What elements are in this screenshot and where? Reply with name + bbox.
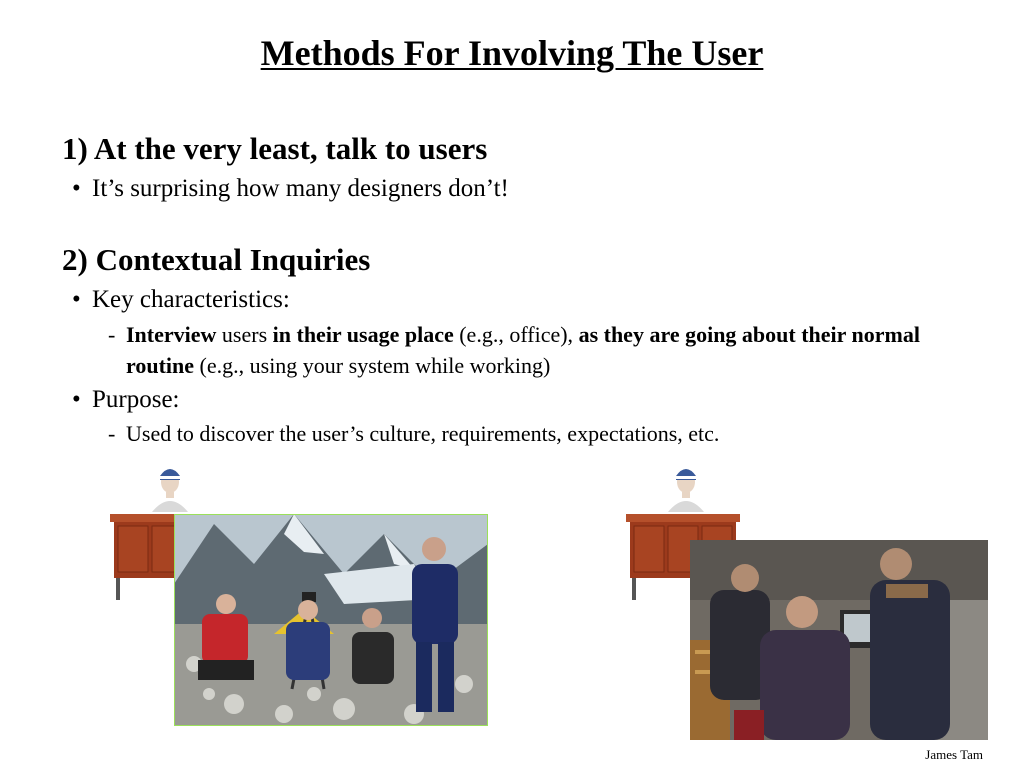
expedition-team-photo bbox=[174, 514, 488, 726]
purpose-text: Used to discover the user’s culture, requirements, expectations, etc. bbox=[126, 421, 720, 446]
interview-text: Interview bbox=[126, 322, 217, 347]
system-example-text: (e.g., using your system while working) bbox=[194, 353, 551, 378]
bullet-text: It’s surprising how many designers don’t! bbox=[92, 175, 509, 202]
slide-title: Methods For Involving The User bbox=[260, 33, 764, 73]
bullet-dot-icon: • bbox=[72, 386, 81, 413]
bullet-designers bbox=[72, 175, 509, 203]
usage-place-text: in their usage place bbox=[272, 322, 454, 347]
bullet-dot-icon: • bbox=[72, 175, 81, 202]
section-heading-contextual-inquiries: 2) Contextual Inquiries bbox=[62, 242, 371, 277]
sub-bullet-purpose bbox=[108, 418, 926, 449]
bullet-text: Key characteristics: bbox=[92, 286, 290, 313]
footer-author: James Tam bbox=[925, 747, 983, 762]
users-text: users bbox=[216, 322, 273, 347]
bullet-purpose bbox=[72, 386, 180, 414]
section-heading-talk-to-users: 1) At the very least, talk to users bbox=[62, 131, 488, 166]
sub-bullet-interview bbox=[108, 319, 926, 381]
dash-icon: - bbox=[108, 322, 116, 347]
bullet-key-characteristics bbox=[72, 286, 290, 314]
office-example-text: (e.g., office), bbox=[453, 322, 579, 347]
dash-icon: - bbox=[108, 421, 116, 446]
bullet-text: Purpose: bbox=[92, 386, 180, 413]
normal-routine-text: as they are going about their normal routine bbox=[126, 322, 920, 378]
office-users-photo bbox=[690, 540, 988, 740]
bullet-dot-icon: • bbox=[72, 286, 81, 313]
